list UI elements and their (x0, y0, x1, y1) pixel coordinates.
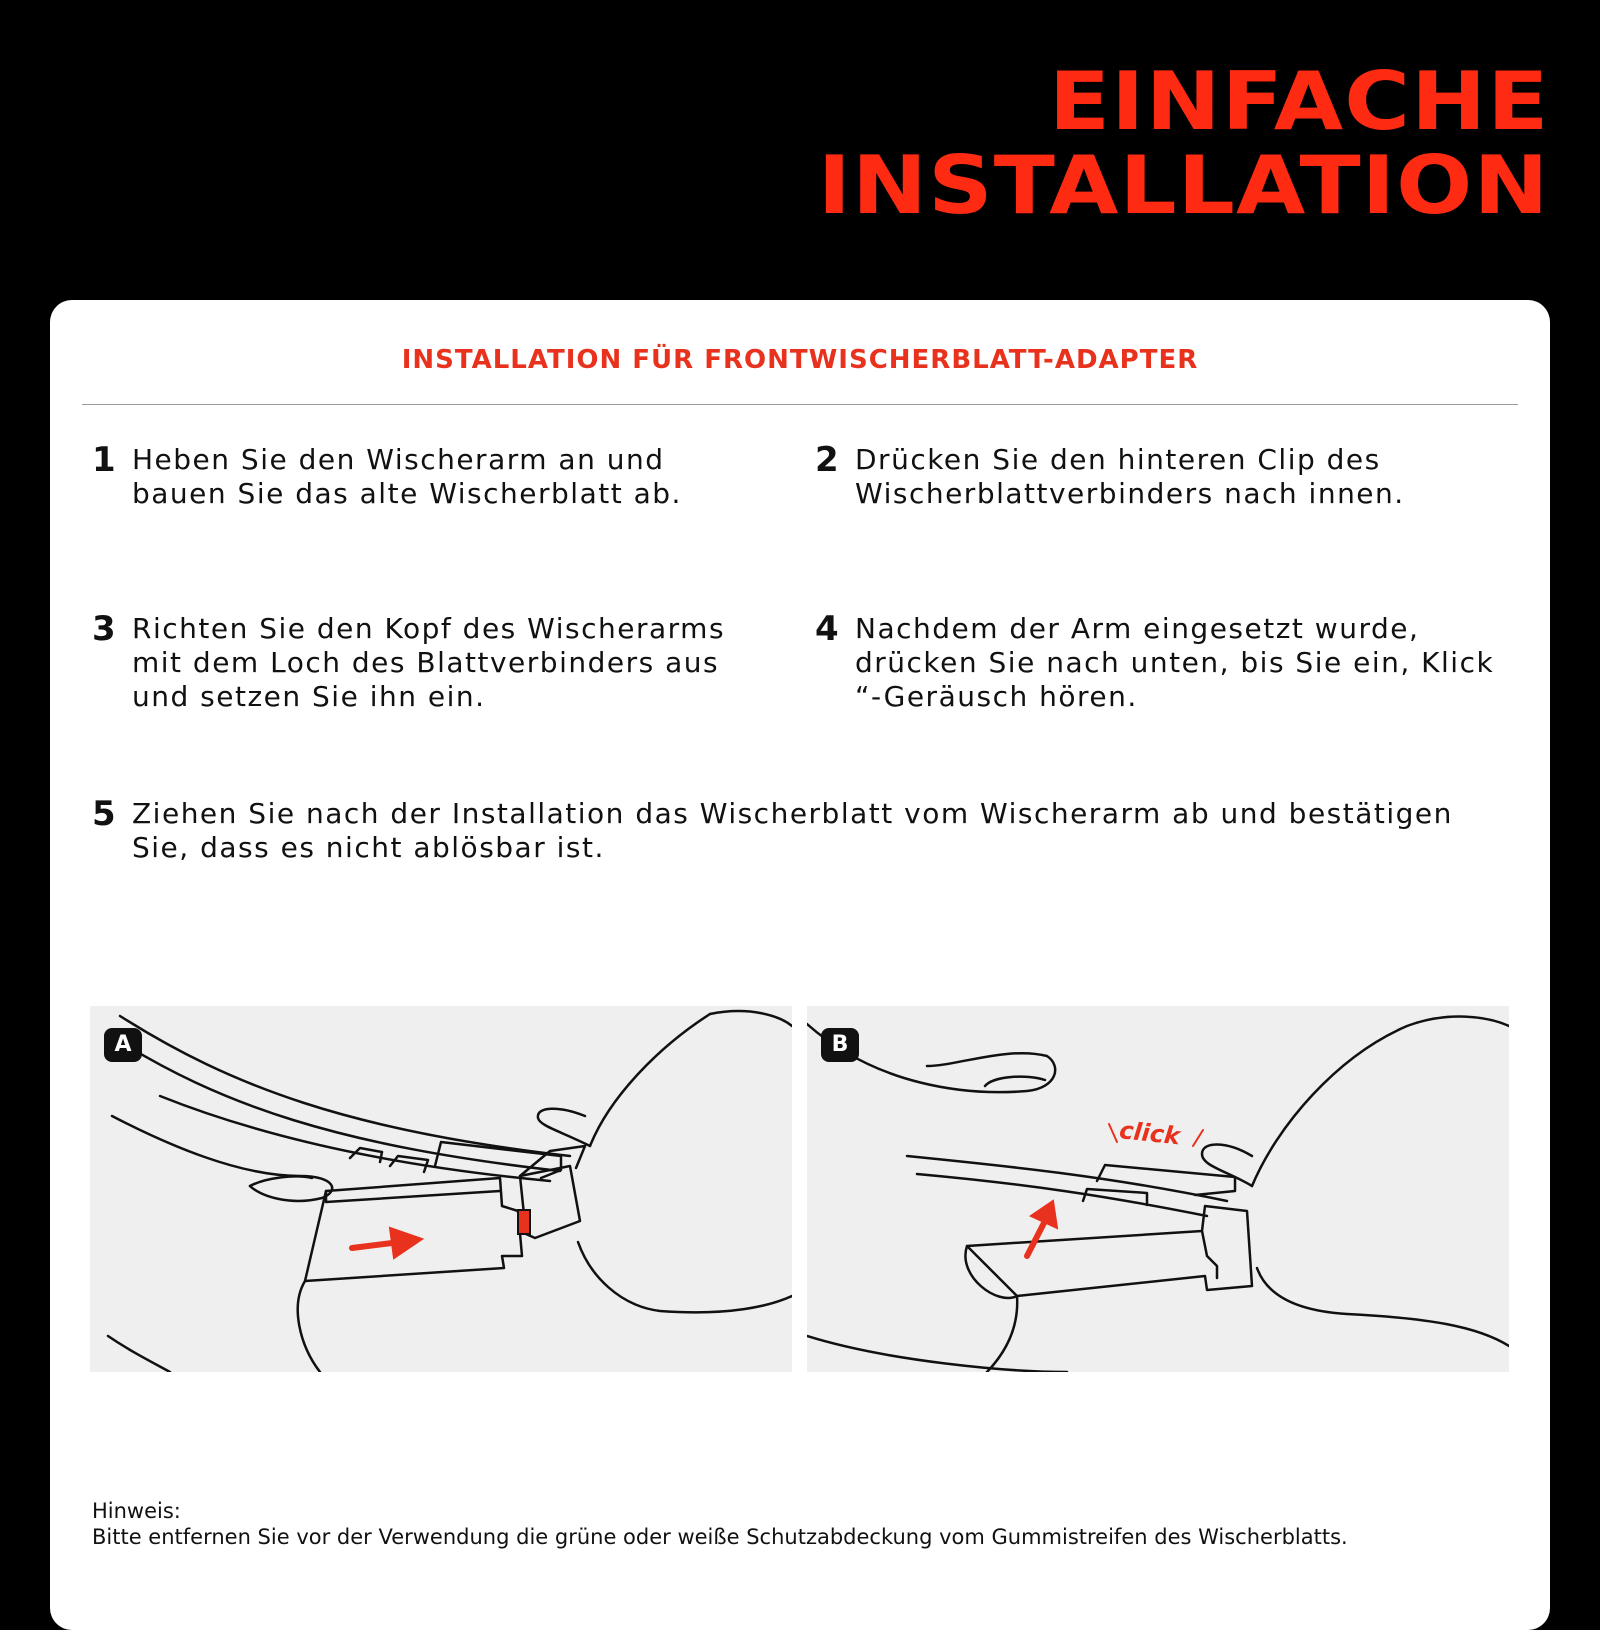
headline-line-1: EINFACHE (1049, 55, 1550, 148)
right-hand-outline (538, 1109, 590, 1146)
illustration-panel-b (807, 1006, 1509, 1372)
left-hand-outline (985, 1077, 1045, 1086)
step-text: Heben Sie den Wischerarm an und bauen Sie das alte Wischerblatt ab. (132, 443, 682, 510)
wiper-blade-outline (160, 1096, 550, 1181)
step-text: Nachdem der Arm eingesetzt wurde, drücken Sie nach unten, bis Sie ein, Klick “-Geräusch hören. (855, 612, 1495, 713)
right-hand-outline (590, 1014, 710, 1146)
step-number: 4 (815, 609, 839, 649)
note-block (92, 1498, 1522, 1550)
step-number: 5 (92, 794, 116, 834)
step-2 (815, 440, 1495, 511)
step-number: 3 (92, 609, 116, 649)
connector-body (326, 1191, 500, 1202)
connector-latch (518, 1210, 530, 1234)
page-headline (818, 55, 1550, 232)
hand-clicking-connector-illustration (807, 1006, 1509, 1372)
instruction-card (50, 300, 1550, 1630)
left-hand-outline (250, 1176, 312, 1186)
illustration-panel-a (90, 1006, 792, 1372)
step-3 (92, 609, 782, 714)
step-4 (815, 609, 1505, 714)
left-hand-outline (807, 1336, 1067, 1372)
right-hand-outline (1202, 1144, 1252, 1186)
card-subtitle: INSTALLATION FÜR FRONTWISCHERBLATT-ADAPTER (401, 345, 1199, 375)
left-hand-outline (108, 1336, 170, 1372)
right-hand-outline (1257, 1268, 1509, 1346)
connector-body (967, 1206, 1252, 1296)
step-5 (92, 794, 1512, 865)
push-arrow-icon (352, 1228, 422, 1258)
left-hand-outline (987, 1296, 1017, 1372)
step-text: Ziehen Sie nach der Installation das Wischerblatt vom Wischerarm ab und bestätigen Sie, dass es nicht ablösbar ist. (132, 797, 1453, 864)
step-text: Drücken Sie den hinteren Clip des Wischerblattverbinders nach innen. (855, 443, 1405, 510)
badge-a: A (104, 1028, 142, 1062)
right-hand-outline (710, 1011, 792, 1026)
connector-body (1202, 1231, 1217, 1278)
click-sound-label: click (1117, 1116, 1182, 1151)
right-hand-outline (1252, 1017, 1509, 1186)
divider (82, 404, 1518, 405)
left-hand-outline (298, 1281, 320, 1372)
headline-line-2: INSTALLATION (818, 139, 1550, 232)
step-number: 2 (815, 440, 839, 480)
press-arrow-icon (1027, 1201, 1057, 1256)
step-1 (92, 440, 752, 511)
note-label: Hinweis: (92, 1499, 181, 1523)
hand-pushing-connector-illustration (90, 1006, 792, 1372)
right-hand-outline (578, 1242, 792, 1312)
connector-body (305, 1178, 522, 1281)
left-hand-outline (112, 1116, 332, 1201)
step-number: 1 (92, 440, 116, 480)
wiper-arm-outline (917, 1174, 1207, 1216)
badge-b: B (821, 1028, 859, 1062)
step-text: Richten Sie den Kopf des Wischerarms mit dem Loch des Blattverbinders aus und setzen Sie ihn ein. (132, 612, 726, 713)
note-text: Bitte entfernen Sie vor der Verwendung die grüne oder weiße Schutzabdeckung vom Gummistreifen des Wischerblatts. (92, 1525, 1348, 1549)
